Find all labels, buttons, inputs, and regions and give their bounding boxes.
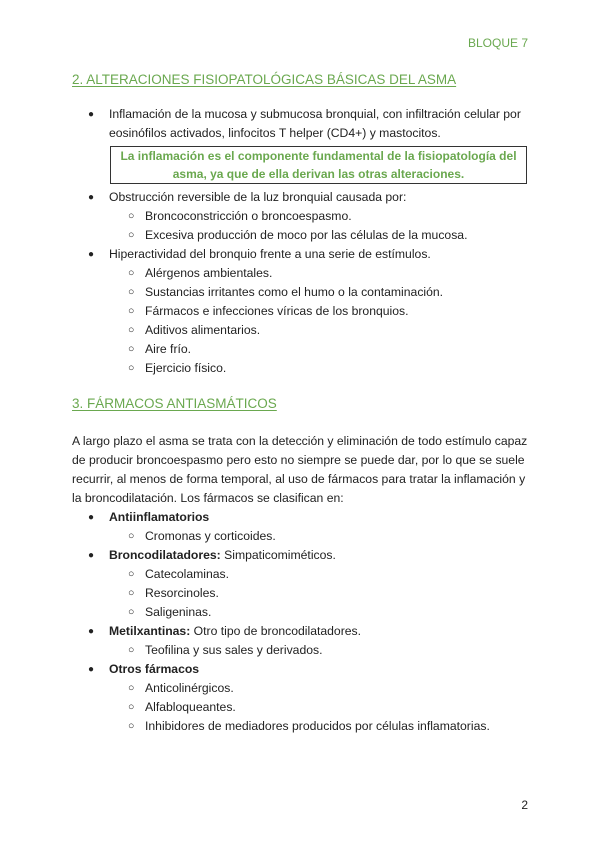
page-number: 2: [521, 798, 528, 812]
hollow-bullet-icon: ○: [128, 606, 135, 618]
drug-group-text: Otro tipo de broncodilatadores.: [190, 624, 362, 638]
paragraph-line: recurrir, al menos de forma temporal, al uso de fármacos para tratar la inflamación y: [72, 472, 526, 486]
hollow-bullet-icon: ○: [128, 210, 135, 222]
hollow-bullet-icon: ○: [128, 568, 135, 580]
hollow-bullet-icon: ○: [128, 644, 135, 656]
sub-list-item: Catecolaminas.: [145, 567, 229, 581]
bullet-icon: ●: [88, 664, 95, 675]
hollow-bullet-icon: ○: [128, 587, 135, 599]
sub-list-item: Resorcinoles.: [145, 586, 219, 600]
section2-title: 2. ALTERACIONES FISIOPATOLÓGICAS BÁSICAS DEL ASMA: [72, 72, 457, 87]
hollow-bullet-icon: ○: [128, 286, 135, 298]
bullet-icon: ●: [88, 109, 95, 120]
sub-list-item: Fármacos e infecciones víricas de los bronquios.: [145, 304, 409, 318]
sub-list-item: Sustancias irritantes como el humo o la contaminación.: [145, 285, 444, 299]
sub-list-item: Teofilina y sus sales y derivados.: [145, 643, 323, 657]
paragraph-line: de producir broncoespasmo pero esto no siempre se puede dar, por lo que se suele: [72, 453, 525, 467]
bullet-icon: ●: [88, 192, 95, 203]
header-tag: BLOQUE 7: [467, 36, 528, 50]
list-item: Inflamación de la mucosa y submucosa bronquial, con infiltración celular por: [109, 107, 521, 121]
sub-list-item: Broncoconstricción o broncoespasmo.: [145, 209, 352, 223]
hollow-bullet-icon: ○: [128, 362, 135, 374]
sub-list-item: Anticolinérgicos.: [145, 681, 234, 695]
drug-group: [109, 546, 336, 565]
list-item: Obstrucción reversible de la luz bronquial causada por:: [109, 190, 407, 204]
bullet-icon: ●: [88, 512, 95, 523]
callout-box: La inflamación es el componente fundamental de la fisiopatología del asma, ya que de ella derivan las otras alteraciones.: [110, 146, 527, 184]
drug-group-label: Otros fármacos: [109, 662, 200, 676]
hollow-bullet-icon: ○: [128, 530, 135, 542]
bullet-icon: ●: [88, 550, 95, 561]
hollow-bullet-icon: ○: [128, 229, 135, 241]
drug-group: [109, 622, 361, 641]
sub-list-item: Aire frío.: [145, 342, 192, 356]
sub-list-item: Saligeninas.: [145, 605, 212, 619]
drug-group-label: Antiinflamatorios: [109, 510, 210, 524]
sub-list-item: Alfabloqueantes.: [145, 700, 236, 714]
sub-list-item: Inhibidores de mediadores producidos por células inflamatorias.: [145, 719, 490, 733]
sub-list-item: Alérgenos ambientales.: [145, 266, 273, 280]
hollow-bullet-icon: ○: [128, 720, 135, 732]
list-item-cont: eosinófilos activados, linfocitos T helper (CD4+) y mastocitos.: [109, 126, 441, 140]
hollow-bullet-icon: ○: [128, 267, 135, 279]
sub-list-item: Aditivos alimentarios.: [145, 323, 261, 337]
drug-group-label: Broncodilatadores:: [109, 548, 221, 562]
hollow-bullet-icon: ○: [128, 701, 135, 713]
sub-list-item: Cromonas y corticoides.: [145, 529, 276, 543]
hollow-bullet-icon: ○: [128, 343, 135, 355]
drug-group-text: Simpaticomiméticos.: [220, 548, 336, 562]
bullet-icon: ●: [88, 626, 95, 637]
hollow-bullet-icon: ○: [128, 305, 135, 317]
hollow-bullet-icon: ○: [128, 682, 135, 694]
bullet-icon: ●: [88, 249, 95, 260]
section3-title: 3. FÁRMACOS ANTIASMÁTICOS: [72, 396, 277, 411]
drug-group-label: Metilxantinas:: [109, 624, 191, 638]
hollow-bullet-icon: ○: [128, 324, 135, 336]
paragraph-line: la broncodilatación. Los fármacos se clasifican en:: [72, 491, 344, 505]
sub-list-item: Ejercicio físico.: [145, 361, 227, 375]
sub-list-item: Excesiva producción de moco por las células de la mucosa.: [145, 228, 468, 242]
list-item: Hiperactividad del bronquio frente a una serie de estímulos.: [109, 247, 431, 261]
paragraph-line: A largo plazo el asma se trata con la detección y eliminación de todo estímulo capaz: [72, 434, 528, 448]
